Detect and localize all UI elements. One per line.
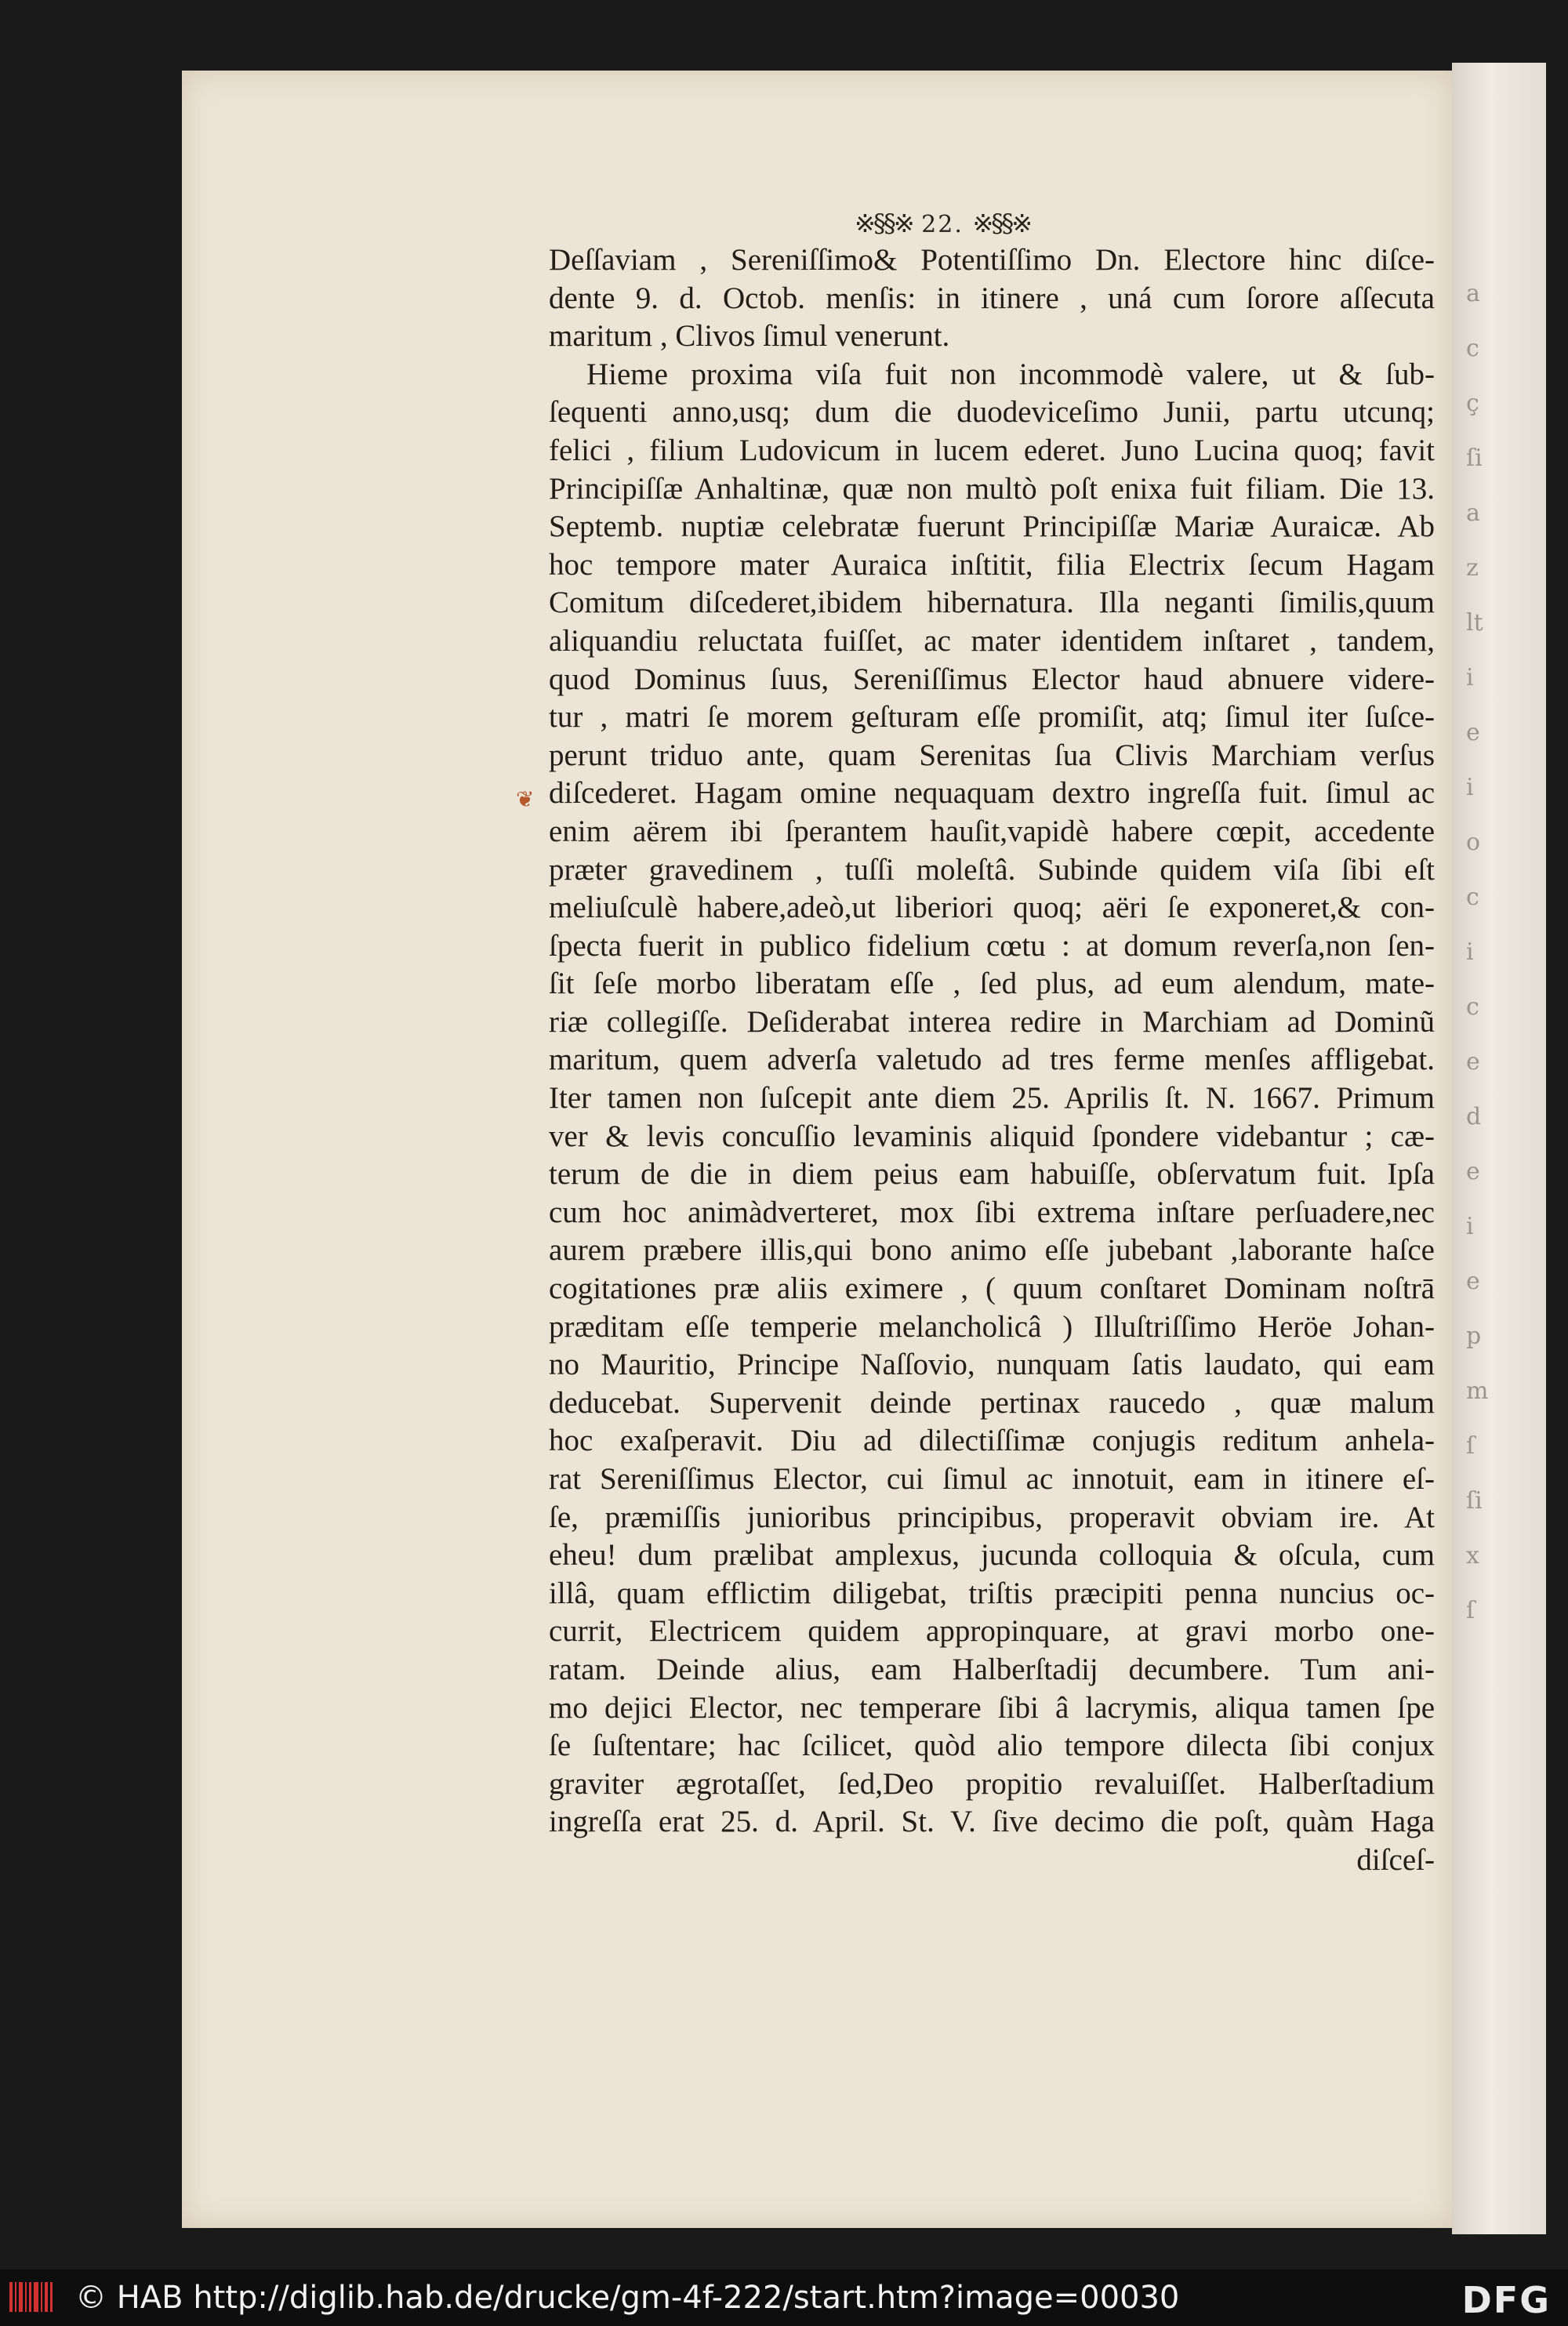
text-line: maritum, quem adverſa valetudo ad tres ferme menſes affligebat. — [549, 1043, 1435, 1077]
text-line: felici , filium Ludovicum in lucem ederet. Juno Lucina quoq; favit — [549, 433, 1435, 467]
text-line: Iter tamen non ſuſcepit ante diem 25. Aprilis ſt. N. 1667. Primum — [549, 1081, 1435, 1116]
edge-letter: e — [1466, 1268, 1480, 1295]
text-line: currit, Electricem quidem appropinquare, at gravi morbo one- — [549, 1614, 1435, 1649]
viewer-footer — [0, 2270, 1568, 2326]
edge-letter: c — [1466, 335, 1479, 362]
text-line: ſit ſeſe morbo liberatam eſſe , ſed plus, ad eum alendum, mate- — [549, 967, 1435, 1001]
text-line: maritum , Clivos ſimul venerunt. — [549, 319, 950, 354]
edge-letter: i — [1466, 774, 1474, 801]
text-line: graviter ægrotaſſet, ſed,Deo propitio revaluiſſet. Halberſtadium — [549, 1766, 1435, 1801]
page-number: 22. — [921, 211, 964, 238]
text-line: ſe ſuſtentare; hac ſcilicet, quòd alio tempore dilecta ſibi conjux — [549, 1729, 1435, 1763]
edge-letter: p — [1466, 1323, 1482, 1350]
text-line: Deſſaviam , Sereniſſimo& Potentiſſimo Dn. Electore hinc diſce- — [549, 243, 1435, 277]
barcode-icon — [9, 2282, 60, 2312]
text-line: Hieme proxima viſa fuit non incommodè valere, ut & ſub- — [586, 357, 1435, 391]
text-line: rat Sereniſſimus Elector, cui ſimul ac innotuit, eam in itinere eſ- — [549, 1462, 1435, 1496]
text-line: aurem præbere illis,qui bono animo eſſe jubebant ,laborante haſce — [549, 1233, 1435, 1268]
text-line: quod Dominus ſuus, Sereniſſimus Elector haud abnuere videre- — [549, 662, 1435, 696]
text-line: terum de die in diem peius eam habuiſſe, obſervatum fuit. Ipſa — [549, 1157, 1435, 1192]
edge-letter: x — [1466, 1542, 1479, 1569]
text-line: meliuſculè habere,adeò,ut liberiori quoq; aëri ſe exponeret,& con- — [549, 891, 1435, 925]
text-line: ſequenti anno,usq; dum die duodeviceſimo Junii, partu utcunq; — [549, 395, 1435, 430]
edge-letter: m — [1466, 1377, 1489, 1405]
edge-letter: a — [1466, 280, 1480, 307]
text-line: deducebat. Supervenit deinde pertinax raucedo , quæ malum — [549, 1385, 1435, 1420]
edge-letter: o — [1466, 829, 1481, 856]
text-line: diſcederet. Hagam omine nequaquam dextro ingreſſa fuit. ſimul ac — [549, 776, 1435, 811]
edge-letter: ſi — [1466, 445, 1483, 472]
body-text — [549, 241, 1435, 1880]
text-line: tur , matri ſe morem geſturam eſſe promiſit, atq; ſimul iter ſuſce- — [549, 700, 1435, 735]
ornament-right: ※§§※ — [972, 209, 1031, 238]
edge-letter: i — [1466, 938, 1474, 966]
text-line: præter gravedinem , tuſſi moleſtâ. Subinde quidem viſa ſibi eſt — [549, 852, 1435, 887]
text-line: præditam eſſe temperie melancholicâ ) Illuſtriſſimo Heröe Johan- — [549, 1309, 1435, 1344]
adjacent-page-letters — [1466, 267, 1544, 1638]
text-line: ver & levis concuſſio levaminis aliquid ſpondere videbantur ; cæ- — [549, 1119, 1435, 1153]
text-line: ratam. Deinde alius, eam Halberſtadij decumbere. Tum ani- — [549, 1652, 1435, 1686]
edge-letter: e — [1466, 1158, 1480, 1185]
edge-letter: e — [1466, 719, 1480, 746]
text-line: ſpecta fuerit in publico fidelium cœtu : at domum reverſa,non ſen- — [549, 928, 1435, 963]
edge-letter: d — [1466, 1103, 1482, 1130]
footer-url-text[interactable]: © HAB http://diglib.hab.de/drucke/gm-4f-222/start.htm?image=00030 — [75, 2280, 1180, 2316]
text-line: dente 9. d. Octob. menſis: in itinere , uná cum ſorore aſſecuta — [549, 281, 1435, 315]
edge-letter: c — [1466, 884, 1479, 911]
edge-letter: a — [1466, 499, 1480, 527]
text-line: illâ, quam efflictim diligebat, triſtis præcipiti penna nuncius oc- — [549, 1576, 1435, 1610]
text-line: mo dejici Elector, nec temperare ſibi â lacrymis, aliqua tamen ſpe — [549, 1690, 1435, 1725]
text-line: Principiſſæ Anhaltinæ, quæ non multò poſt enixa fuit filiam. Die 13. — [549, 471, 1435, 506]
text-line: no Mauritio, Principe Naſſovio, nunquam ſatis laudato, qui eam — [549, 1348, 1435, 1382]
edge-letter: ſi — [1466, 1487, 1483, 1515]
dfg-logo: DFG — [1461, 2279, 1551, 2321]
edge-letter: z — [1466, 554, 1479, 582]
edge-letter: ç — [1466, 390, 1479, 417]
text-line: riæ collegiſſe. Deſiderabat interea redire in Marchiam ad Dominũ — [549, 1004, 1435, 1039]
edge-letter: e — [1466, 1048, 1480, 1076]
text-line: ingreſſa erat 25. d. April. St. V. ſive decimo die poſt, quàm Haga — [549, 1805, 1435, 1839]
edge-letter: i — [1466, 664, 1474, 691]
text-line: diſceſ- — [1356, 1842, 1435, 1877]
text-line: Comitum diſcederet,ibidem hibernatura. Illa neganti ſimilis,quum — [549, 586, 1435, 620]
edge-letter: lt — [1466, 609, 1483, 637]
edge-letter: ſ — [1466, 1597, 1475, 1624]
edge-letter: ſ — [1466, 1432, 1475, 1460]
text-line: cum hoc animàdverteret, mox ſibi extrema inſtare perſuadere,nec — [549, 1195, 1435, 1229]
ornament-left: ※§§※ — [855, 209, 913, 238]
text-line: eheu! dum prælibat amplexus, jucunda colloquia & oſcula, cum — [549, 1538, 1435, 1573]
text-line: ſe, præmiſſis junioribus principibus, properavit obviam ire. At — [549, 1500, 1435, 1534]
edge-letter: i — [1466, 1213, 1474, 1240]
edge-letter: c — [1466, 993, 1479, 1021]
text-line: enim aërem ibi ſperantem hauſit,vapidè habere cœpit, accedente — [549, 814, 1435, 848]
text-line: hoc exaſperavit. Diu ad dilectiſſimæ conjugis reditum anhela- — [549, 1424, 1435, 1458]
text-line: hoc tempore mater Auraica inſtitit, filia Electrix ſecum Hagam — [549, 547, 1435, 582]
margin-mark-icon: ❦ — [516, 786, 535, 812]
text-line: Septemb. nuptiæ celebratæ fuerunt Principiſſæ Mariæ Auraicæ. Ab — [549, 510, 1435, 544]
text-line: aliquandiu reluctata fuiſſet, ac mater identidem inſtaret , tandem, — [549, 623, 1435, 658]
text-line: cogitationes præ aliis eximere , ( quum conſtaret Dominam noſtrā — [549, 1272, 1435, 1306]
text-line: perunt triduo ante, quam Serenitas ſua Clivis Marchiam verſus — [549, 738, 1435, 772]
page-header — [855, 209, 1030, 238]
